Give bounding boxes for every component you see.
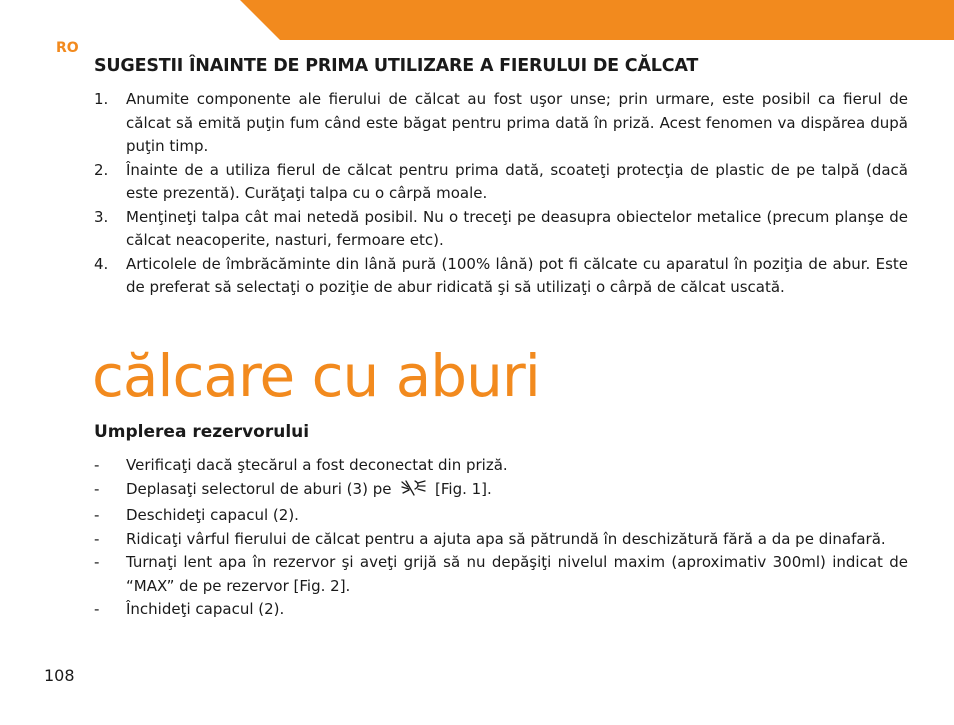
page-number: 108 — [44, 666, 75, 685]
list-item — [94, 528, 908, 552]
language-code: RO — [56, 40, 79, 56]
tips-list — [94, 88, 908, 300]
bullet-dash: - — [94, 479, 100, 498]
list-item — [94, 478, 908, 505]
bullet-dash: - — [94, 529, 100, 548]
item-text: Articolele de îmbrăcăminte din lână pură (100% lână) pot fi călcate cu aparatul în poziţia de abur. Este de preferat să selectaţi o poziţie de abur ridicată şi să utilizaţi o cârpă de călcat uscată. — [126, 254, 908, 296]
section-subtitle: Umplerea rezervorului — [94, 422, 310, 442]
no-steam-icon — [400, 479, 426, 505]
item-text: Turnaţi lent apa în rezervor şi aveţi grijă să nu depăşiţi nivelul maxim (aproximativ 300ml) indicat de “MAX” de pe rezervor [Fig. 2]. — [126, 553, 908, 595]
item-text: Verificaţi dacă ştecărul a fost deconectat din priză. — [126, 456, 508, 474]
instructions-list — [94, 454, 908, 622]
item-text-after: [Fig. 1]. — [435, 479, 492, 498]
item-text: Închideţi capacul (2). — [126, 600, 285, 618]
bullet-dash: - — [94, 506, 100, 524]
item-number: 2. — [94, 160, 109, 179]
tips-heading: SUGESTII ÎNAINTE DE PRIMA UTILIZARE A FIERULUI DE CĂLCAT — [94, 56, 699, 76]
item-text: Înainte de a utiliza fierul de călcat pentru prima dată, scoateţi protecţia de plastic de pe talpă (dacă este prezentă). Curăţaţi talpa cu o cârpă moale. — [126, 160, 908, 202]
item-text: Menţineţi talpa cât mai netedă posibil. Nu o treceţi pe deasupra obiectelor metalice (precum planşe de călcat neacoperite, nasturi, fermoare etc). — [126, 207, 908, 249]
chapter-title: călcare cu aburi — [92, 342, 540, 410]
list-item — [94, 253, 908, 300]
header-accent-bar — [240, 0, 954, 40]
item-text: Anumite componente ale fierului de călcat au fost uşor unse; prin urmare, este posibil ca fierul de călcat să emită puţin fum când este băgat pentru prima dată în priză. Acest fenomen va dispărea după puţin timp. — [126, 90, 908, 155]
list-item — [94, 88, 908, 159]
item-number: 3. — [94, 207, 109, 226]
list-item — [94, 551, 908, 598]
item-text: Ridicaţi vârful fierului de călcat pentru a ajuta apa să pătrundă în deschizătură fără a da pe dinafară. — [126, 529, 886, 548]
list-item — [94, 598, 908, 622]
list-item — [94, 504, 908, 528]
bullet-dash: - — [94, 456, 100, 474]
bullet-dash: - — [94, 553, 100, 571]
list-item — [94, 454, 908, 478]
item-number: 4. — [94, 254, 109, 273]
bullet-dash: - — [94, 600, 100, 618]
item-text-before: Deplasaţi selectorul de aburi (3) pe — [126, 479, 392, 498]
item-text: Deschideţi capacul (2). — [126, 506, 299, 524]
item-number: 1. — [94, 90, 109, 108]
list-item — [94, 159, 908, 206]
list-item — [94, 206, 908, 253]
